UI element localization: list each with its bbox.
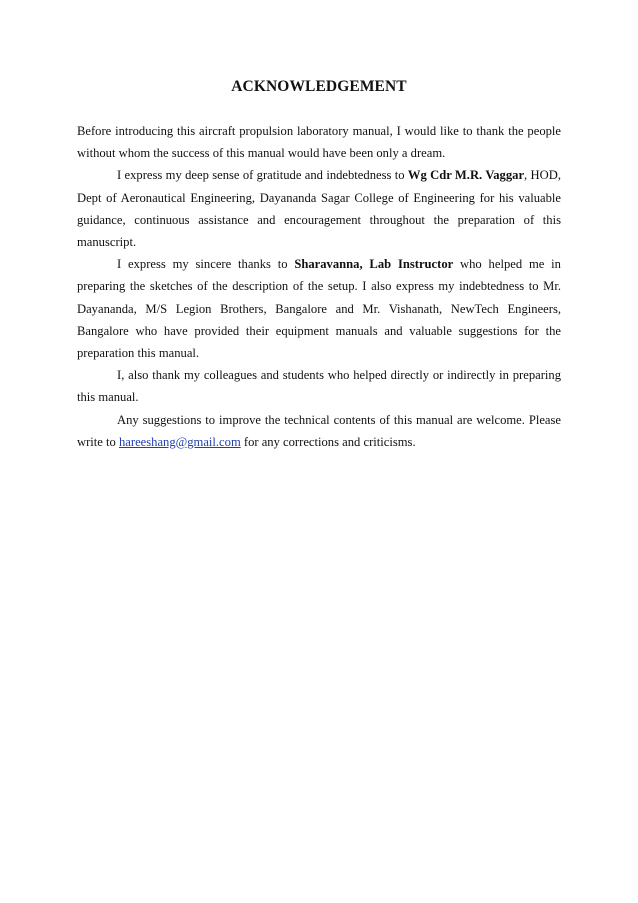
paragraph-intro: Before introducing this aircraft propulsion laboratory manual, I would like to thank the people without whom the success of this manual would have been only a dream.: [77, 124, 561, 161]
paragraph-text: who helped me in preparing the sketches of the description of the setup. I also express my indebtedness to Mr. Dayananda, M/S Legion Brothers, Bangalore and Mr. Vishanath, NewTech Engineers, Bangalore who have provided their equipment manuals and valuable suggestions for the preparation this manual.: [77, 257, 561, 361]
hod-name: Wg Cdr M.R. Vaggar: [407, 168, 525, 183]
paragraph-gratitude-hod: [77, 164, 561, 253]
page-title: ACKNOWLEDGEMENT: [231, 78, 407, 95]
paragraph-thanks-instructor: [77, 253, 561, 364]
paragraph-text: , HOD, Dept of Aeronautical Engineering, Dayananda Sagar College of Engineering for his valuable guidance, continuous assistance and encouragement throughout the preparation of this manuscript.: [77, 168, 561, 250]
paragraph-colleagues: I, also thank my colleagues and students who helped directly or indirectly in preparing this manual.: [77, 368, 561, 405]
instructor-name: Sharavanna, Lab Instructor: [294, 257, 454, 272]
paragraph-text: Any suggestions to improve the technical contents of this manual are welcome. Please write to: [77, 412, 561, 449]
paragraph-suggestions: [77, 409, 561, 453]
document-body: [77, 78, 561, 453]
paragraph-text: I express my sincere thanks to: [117, 257, 295, 272]
paragraph-text: for any corrections and criticisms.: [240, 434, 416, 449]
email-link[interactable]: hareeshang@gmail.com: [118, 434, 241, 449]
paragraph-text: I express my deep sense of gratitude and indebtedness to: [117, 168, 408, 183]
